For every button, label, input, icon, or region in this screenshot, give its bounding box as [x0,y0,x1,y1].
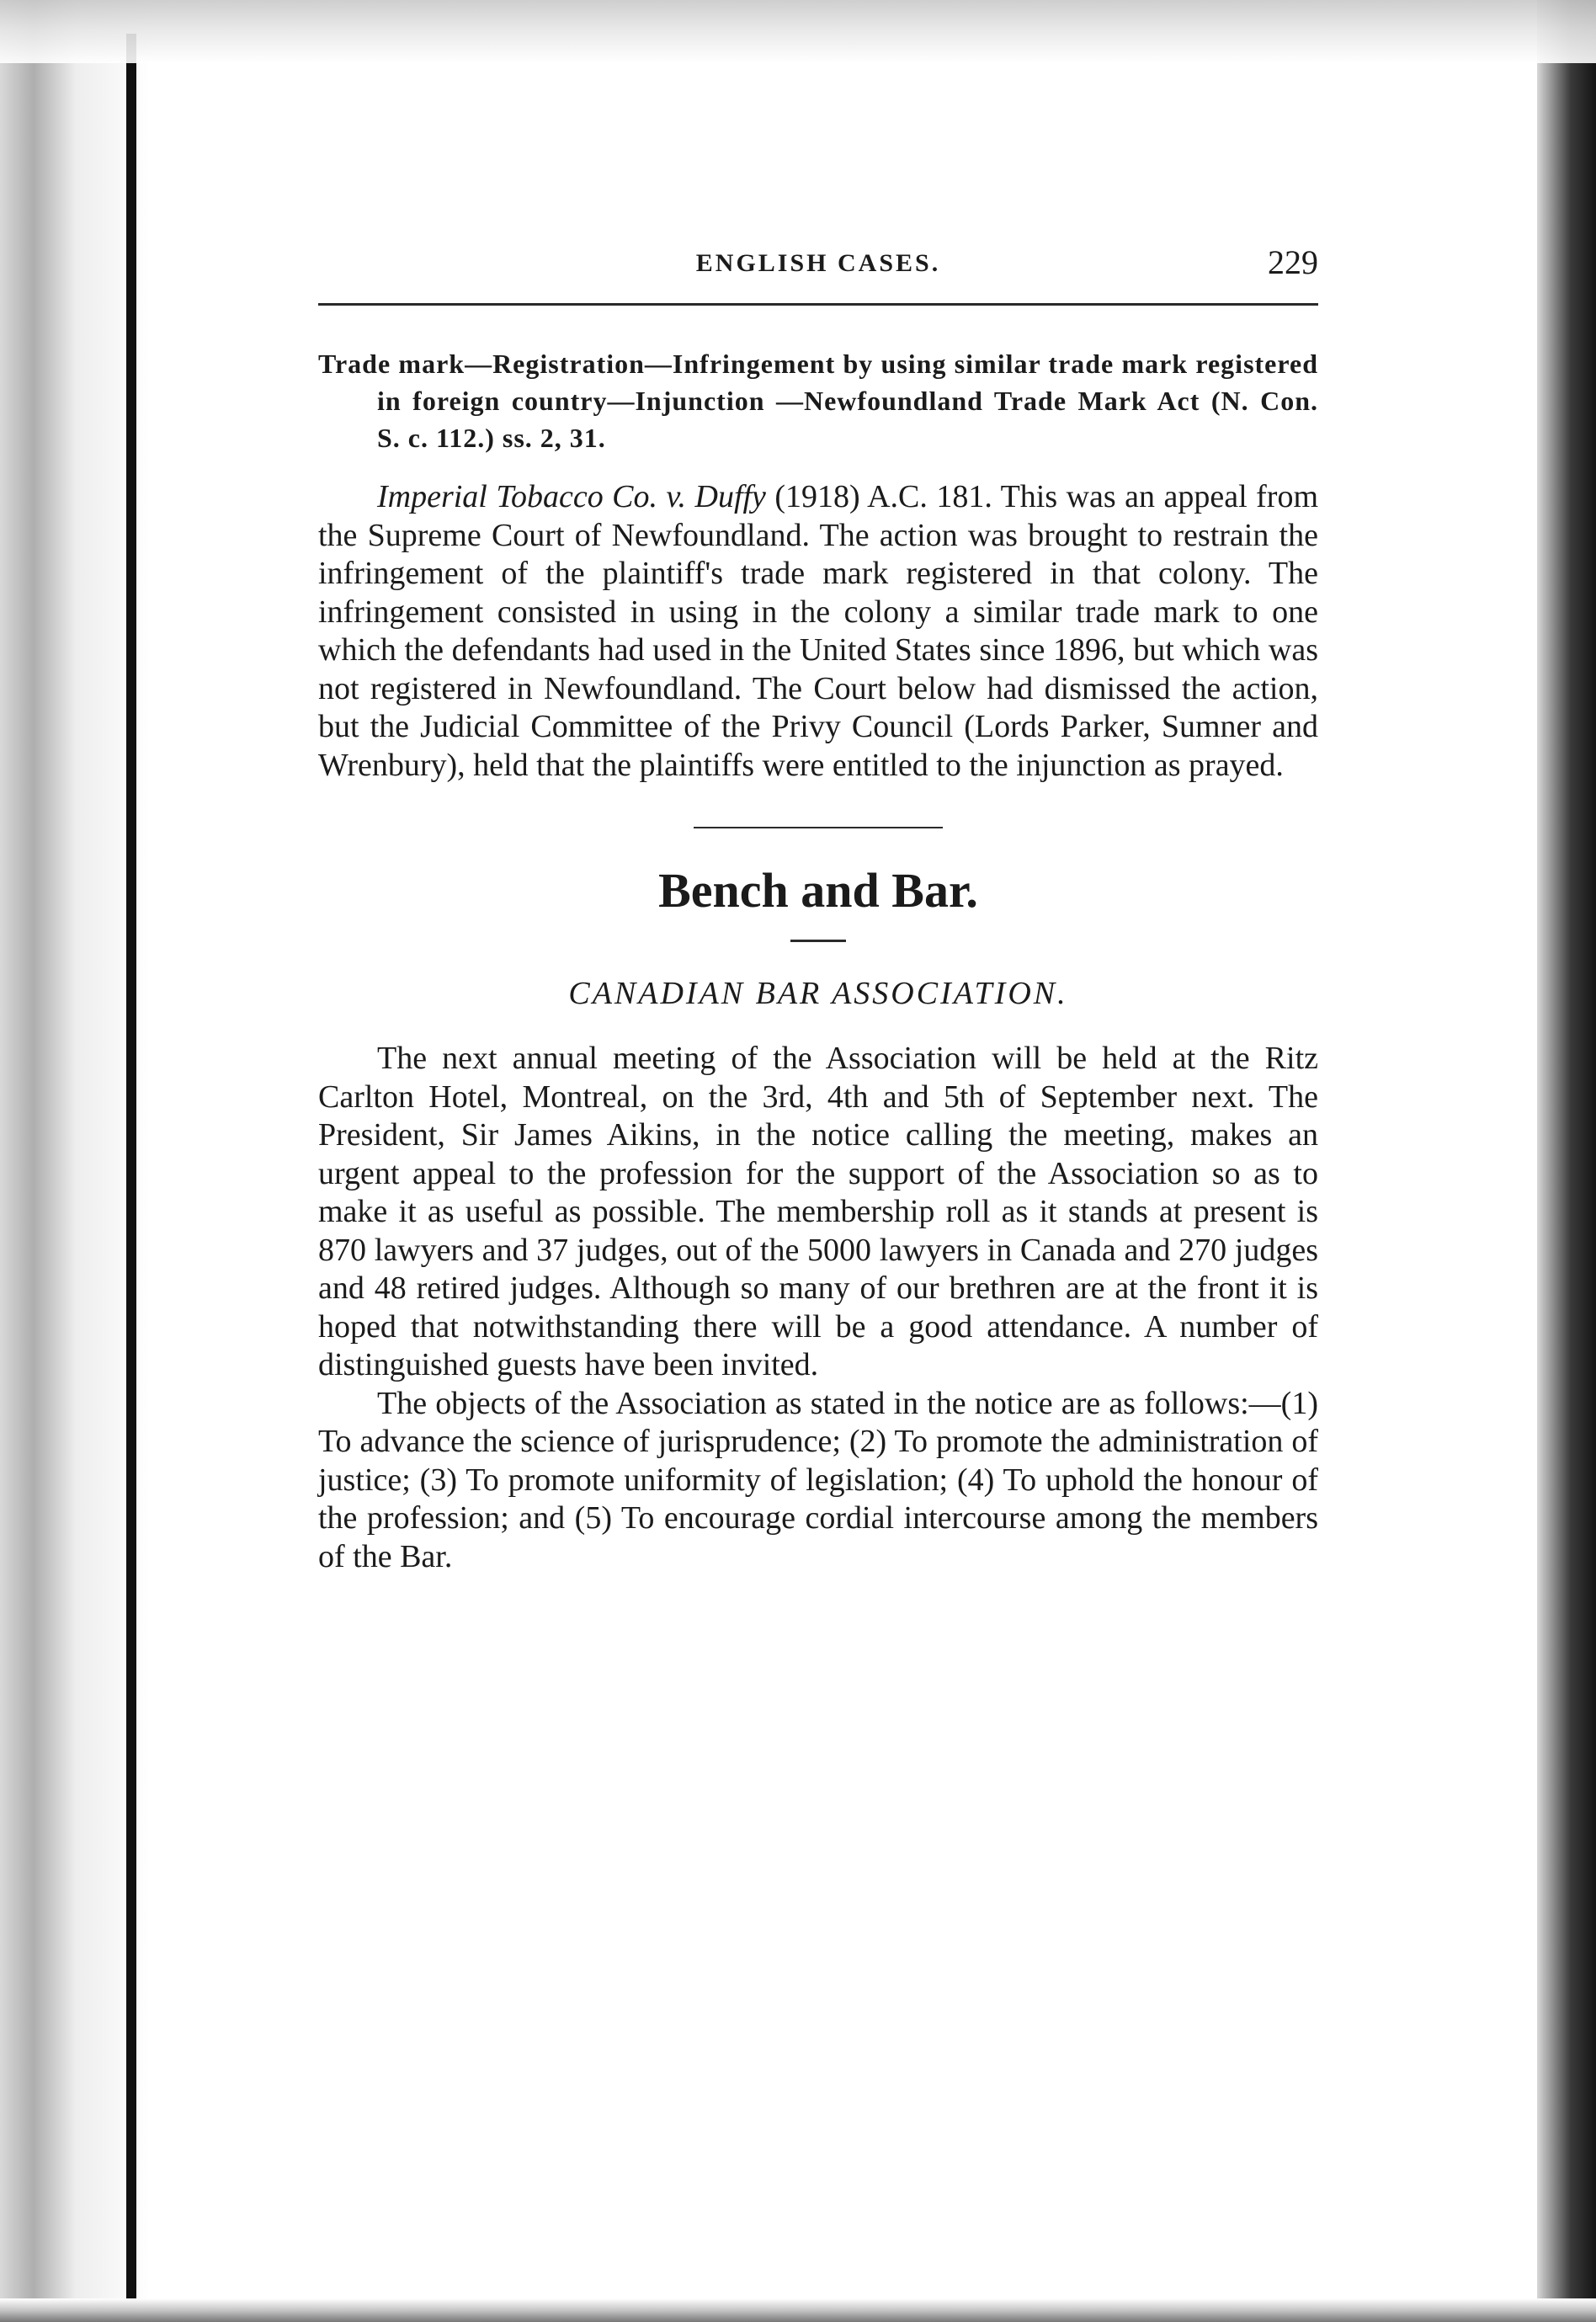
case-heading: Trade mark—Registration—Infringement by using similar trade mark registered in foreign country—Injunction —Newfoundland Trade Mark Act (N. Con. S. c. 112.) ss. 2, 31. [318,349,1318,453]
scan-top-shadow [0,0,1596,63]
page-number: 229 [1268,243,1318,281]
scan-right-edge-shadow [1537,0,1596,2322]
section-separator-rule [694,827,943,828]
association-paragraph-1: The next annual meeting of the Association will be held at the Ritz Carlton Hotel, Montreal, on the 3rd, 4th and 5th of September next. The President, Sir James Aikins, in the notice calling the meeting, makes an urgent appeal to the profession for the support of the Association so as to make it as useful as possible. The membership roll as it stands at present is 870 lawyers and 37 judges, out of the 5000 lawyers in Canada and 270 judges and 48 retired judges. Although so many of our brethren are at the front it is hoped that notwithstanding there will be a good attendance. A number of distinguished guests have been invited. [318,1041,1318,1382]
association-paragraph-2: The objects of the Association as stated in the notice are as follows:—(1) To advance the science of jurisprudence; (2) To promote the administration of justice; (3) To promote uniformity of legislation; (4) To uphold the honour of the profession; and (5) To encourage cordial intercourse among the members of the Bar. [318,1385,1318,1574]
scan-bottom-shadow [0,2298,1596,2322]
case-citation-name: Imperial Tobacco Co. v. Duffy [377,479,766,514]
running-head-title: ENGLISH CASES. [695,249,941,277]
scan-binding-edge [126,34,136,2307]
header-rule [318,303,1318,306]
scan-left-margin-shadow [0,0,147,2322]
section-heading: Bench and Bar. [658,863,978,918]
running-head [318,242,1318,290]
subsection-heading: CANADIAN BAR ASSOCIATION. [568,976,1068,1011]
section-heading-rule [790,940,846,942]
text-column [318,345,1318,1576]
case-text: (1918) A.C. 181. This was an appeal from the Supreme Court of Newfoundland. The action was brought to restrain the infringement of the plaintiff's trade mark registered in that colony. The infringement consisted in using in the colony a similar trade mark to one which the defendants had used in the United States since 1896, but which was not registered in Newfoundland. The Court below had dismissed the action, but the Judicial Committee of the Privy Council (Lords Parker, Sumner and Wrenbury), held that the plaintiffs were entitled to the injunction as prayed. [318,479,1318,783]
case-paragraph [318,478,1318,785]
